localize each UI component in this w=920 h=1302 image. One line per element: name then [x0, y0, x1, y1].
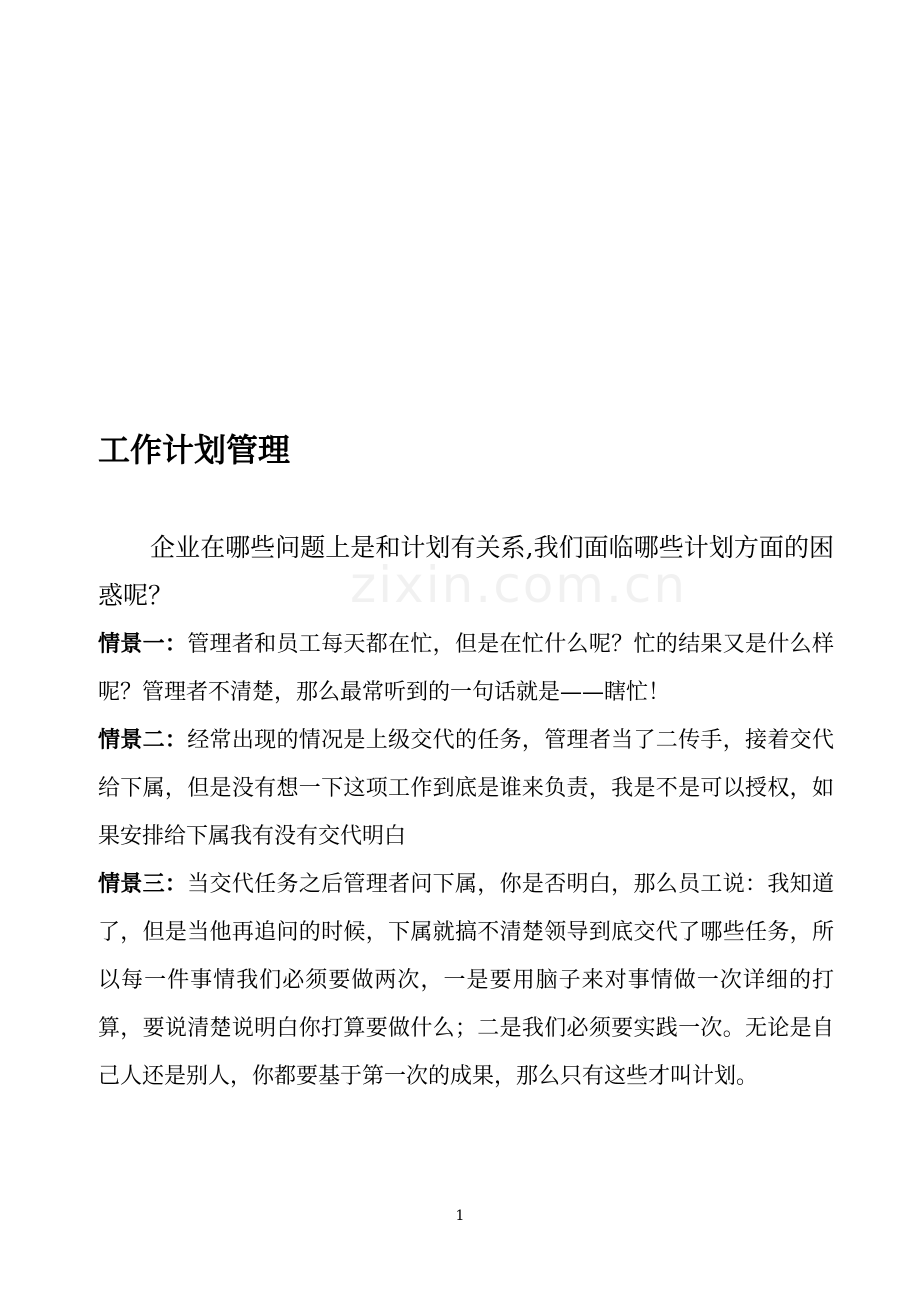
scenario-1-text: 管理者和员工每天都在忙，但是在忙什么呢？忙的结果又是什么样呢？管理者不清楚，那么最常听到的一句话就是——瞎忙！: [98, 632, 834, 705]
scenario-1: [98, 621, 834, 717]
scenario-list: [98, 621, 834, 1101]
scenario-2-text: 经常出现的情况是上级交代的任务，管理者当了二传手，接着交代给下属，但是没有想一下这项工作到底是谁来负责，我是不是可以授权，如果安排给下属我有没有交代明白: [98, 728, 834, 849]
scenario-3-text: 当交代任务之后管理者问下属，你是否明白，那么员工说：我知道了，但是当他再追问的时候，下属就搞不清楚领导到底交代了哪些任务，所以每一件事情我们必须要做两次，一是要用脑子来对事情做一次详细的打算，要说清楚说明白你打算要做什么；二是我们必须要实践一次。无论是自己人还是别人，你都要基于第一次的成果，那么只有这些才叫计划。: [98, 872, 834, 1089]
intro-paragraph: 企业在哪些问题上是和计划有关系,我们面临哪些计划方面的困惑呢？: [98, 533, 834, 610]
scenario-2: [98, 717, 834, 861]
page-number: 1: [455, 1208, 465, 1224]
document-title: 工作计划管理: [98, 431, 291, 469]
scenario-1-label: 情景一：: [98, 632, 188, 657]
watermark: zixin.com.cn: [350, 556, 688, 614]
scenario-3-label: 情景三：: [98, 872, 188, 897]
scenario-2-label: 情景二：: [98, 728, 188, 753]
scenario-3: [98, 861, 834, 1101]
